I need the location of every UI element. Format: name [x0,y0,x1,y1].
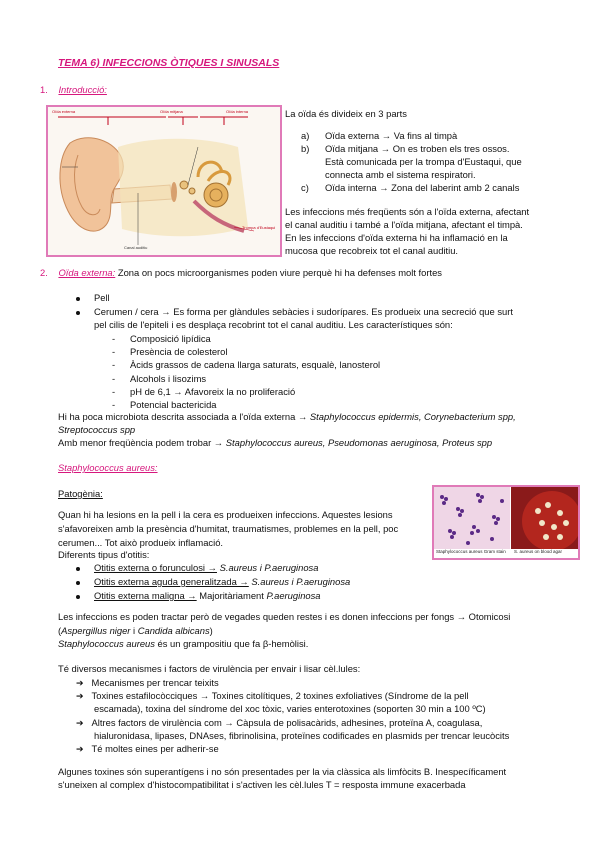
staph-images [434,487,578,549]
part-c: c) Oïda interna → Zona del laberint amb 2 canals [301,182,520,193]
ear-anatomy-illustration [48,107,280,255]
part-b: b) Oïda mitjana → On es troben els tres ossos. [301,143,510,154]
bullet-cerumen-line-2: pel cilis de l'epiteli i es desplaça recobrint tot el canal auditiu. Les característiques són: [94,319,453,330]
feature-item: - pH de 6,1 → Afavoreix la no proliferació [112,385,296,397]
otitis-type-3: Otitis externa maligna → Majoritàriament P.aeruginosa [76,590,321,602]
feature-item: - Presència de colesterol [112,346,228,358]
label-outer-ear: Oïda externa [52,109,76,114]
bullet-icon [76,567,80,571]
bullet-icon [76,581,80,585]
label-canal: Canal auditiu [124,245,148,250]
feature-item: - Alcohols i lisozims [112,372,207,384]
fongs-line-3: Staphylococcus aureus és un grampositiu que fa β-hemòlisi. [58,638,309,649]
section-2-heading: 2. Oïda externa: Zona on pocs microorganismes poden viure perquè hi ha defenses molt fortes [40,267,442,278]
virulence-intro: Té diversos mecanismes i factors de virulència per envair i lisar cèl.lules: [58,663,361,674]
intro-para-line-3: En les infeccions d'oïda externa hi ha inflamació en la [285,232,508,243]
otitis-type-2: Otitis externa aguda generalitzada → S.aureus i P.aeruginosa [76,576,350,588]
final-line-1: Algunes toxines són superantígens i no són presentades per la via clàssica als limfòcits B. Inespecíficament [58,766,507,777]
bullet-icon [76,595,80,599]
part-b-line-3: connecta amb el sistema respiratori. [325,169,476,180]
fongs-line-1: Les infeccions es poden tractar però de vegades queden restes i es donen infeccions per fongs → Otomicosi [58,611,511,622]
staph-heading: Staphylococcus aureus: [58,462,158,473]
intro-para-line-2: el canal auditiu i també a l'oïda mitjana, afectant el timpà. [285,219,523,230]
intro-text: La oïda és divideix en 3 parts [285,108,407,119]
cerumen-features-list [112,333,380,411]
patogenia-line-1: Quan hi ha lesions en la pell i la cera es produeixen infeccions. Aquestes lesions [58,509,393,520]
intro-para-line-1: Les infeccions més freqüents són a l'oïda externa, afectant [285,206,530,217]
virulence-item: ➔ Toxines estafilocòcciques → Toxines citolítiques, 2 toxines exfoliatives (Síndrome de la pell [76,690,469,702]
arrow-bullet-icon: ➔ [76,679,84,689]
virulence-item-cont: escamada), toxina del síndrome del xoc tòxic, varies enterotoxines (soporten 30 min a 100 ºC) [94,703,486,714]
bullet-icon [76,297,80,301]
part-a: a) Oïda externa → Va fins al timpà [301,130,458,141]
virulence-item-cont: hialuronidasa, lipases, DNAses, fibrinolisina, proteïnes codificades en plasmids per trencar leucòcits [94,730,510,741]
label-eustachian-tube: Trompa d'Eustaqui [242,225,276,230]
otitis-type-1: Otitis externa o forunculosi → S.aureus i P.aeruginosa [76,562,318,574]
ear-anatomy-figure [46,105,282,257]
virulence-item: ➔ Altres factors de virulència com → Càpsula de polisacàrids, adhesines, proteïna A, coagulasa, [76,717,483,729]
staph-figure [432,485,580,560]
fongs-line-2: (Aspergillus niger i Candida albicans) [58,625,213,636]
caption-gram-stain: Staphylococcus aureus Gram stain [436,549,506,554]
arrow-bullet-icon: ➔ [76,745,84,755]
bullet-cerumen: Cerumen / cera → Es forma per glàndules sebàcies i sudorípares. Es produeix una secreció que surt [76,306,513,318]
patogenia-line-3: cerumen... Tot això produeix inflamació. [58,537,224,548]
label-inner-ear: Oïda interna [226,109,249,114]
arrow-bullet-icon: ➔ [76,692,84,702]
section-1-heading: 1. Introducció: [40,84,107,95]
virulence-item: ➔ Mecanismes per trencar teixits [76,677,219,689]
otitis-types-intro: Diferents tipus d'otitis: [58,549,150,560]
arrow-bullet-icon: ➔ [76,719,84,729]
microbiota-line-2: Streptococcus spp [58,424,136,435]
bullet-icon [76,311,80,315]
patogenia-heading: Patogènia: [58,488,103,499]
feature-item: - Potencial bactericida [112,399,217,411]
bullet-pell: Pell [76,292,110,304]
label-middle-ear: Oïda mitjana [160,109,183,114]
feature-item: - Composició lipídica [112,333,211,344]
page-title: TEMA 6) INFECCIONS ÒTIQUES I SINUSALS [58,57,280,69]
patogenia-line-2: s'afavoreixen amb la presència d'humitat, traumatismes, problemes en la pell, poc [58,523,399,534]
microbiota-line-1: Hi ha poca microbiota descrita associada a l'oïda externa → Staphylococcus epidermis, Corynebacterium spp, [58,411,516,422]
feature-item: - Àcids grassos de cadena llarga saturats, esqualè, lanosterol [112,359,381,371]
microbiota-line-3: Amb menor freqüència podem trobar → Staphylococcus aureus, Pseudomonas aeruginosa, Proteus spp [58,437,493,448]
intro-para-line-4: mucosa que recobreix tot el canal auditiu. [285,245,459,256]
final-line-2: s'uneixen al complex d'histocompatibilitat i s'activen les cèl.lules T = resposta immune exacerbada [58,779,466,790]
part-b-line-2: Està comunicada per la trompa d'Eustaqui, que [325,156,522,167]
caption-blood-agar: S. aureus on blood agar [514,549,563,554]
virulence-item: ➔ Té moltes eines per adherir-se [76,743,219,755]
